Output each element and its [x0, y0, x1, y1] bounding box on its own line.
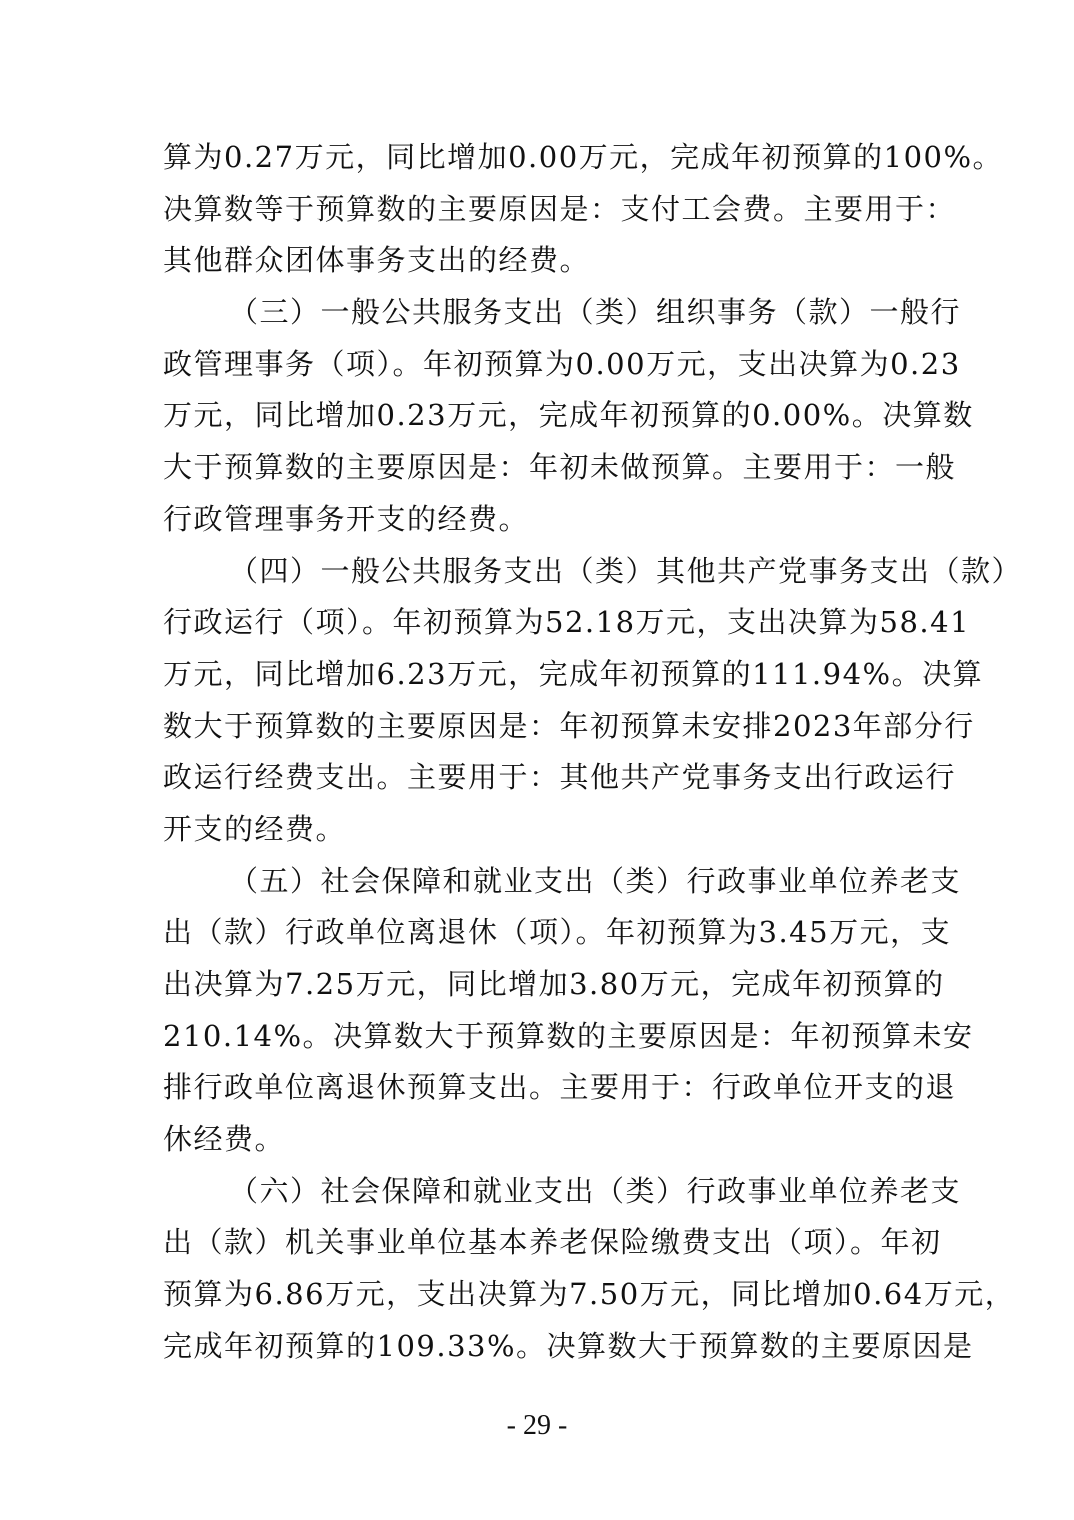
text-line: 行政管理事务开支的经费。	[163, 501, 530, 536]
text-line: 开支的经费。	[163, 811, 347, 846]
body-text	[163, 132, 1023, 1373]
text-line: 算为0.27万元，同比增加0.00万元，完成年初预算的100%。	[163, 140, 1004, 174]
text-line: 出决算为7.25万元，同比增加3.80万元，完成年初预算的	[163, 967, 945, 1001]
text-line: 数大于预算数的主要原因是：年初预算未安排2023年部分行	[163, 708, 975, 743]
text-line: 行政运行（项）。年初预算为52.18万元，支出决算为58.41	[163, 605, 971, 640]
text-line: 出（款）行政单位离退休（项）。年初预算为3.45万元，支	[163, 915, 952, 950]
text-line: 排行政单位离退休预算支出。主要用于：行政单位开支的退	[163, 1070, 957, 1105]
section-heading-3: （三）一般公共服务支出（类）组织事务（款）一般行	[229, 295, 962, 330]
text-line: 210.14%。决算数大于预算数的主要原因是：年初预算未安	[163, 1018, 974, 1053]
section-heading-6: （六）社会保障和就业支出（类）行政事业单位养老支	[229, 1173, 962, 1208]
text-line: 政运行经费支出。主要用于：其他共产党事务支出行政运行	[163, 760, 957, 795]
section-heading-5: （五）社会保障和就业支出（类）行政事业单位养老支	[229, 863, 962, 898]
text-line: 预算为6.86万元，支出决算为7.50万元，同比增加0.64万元，	[163, 1277, 1016, 1312]
text-line: 万元，同比增加6.23万元，完成年初预算的111.94%。决算	[163, 656, 984, 691]
text-line: 决算数等于预算数的主要原因是：支付工会费。主要用于：	[163, 191, 957, 226]
text-line: 其他群众团体事务支出的经费。	[163, 243, 591, 278]
page-number: - 29 -	[506, 1410, 568, 1441]
text-line: 万元，同比增加0.23万元，完成年初预算的0.00%。决算数	[163, 398, 974, 433]
text-line: 完成年初预算的109.33%。决算数大于预算数的主要原因是	[163, 1328, 974, 1363]
text-line: 大于预算数的主要原因是：年初未做预算。主要用于：一般	[163, 450, 957, 485]
section-heading-4: （四）一般公共服务支出（类）其他共产党事务支出（款）	[229, 553, 1023, 588]
text-line: 政管理事务（项）。年初预算为0.00万元，支出决算为0.23	[163, 346, 961, 381]
text-line: 休经费。	[163, 1122, 286, 1157]
text-line: 出（款）机关事业单位基本养老保险缴费支出（项）。年初	[163, 1225, 942, 1260]
